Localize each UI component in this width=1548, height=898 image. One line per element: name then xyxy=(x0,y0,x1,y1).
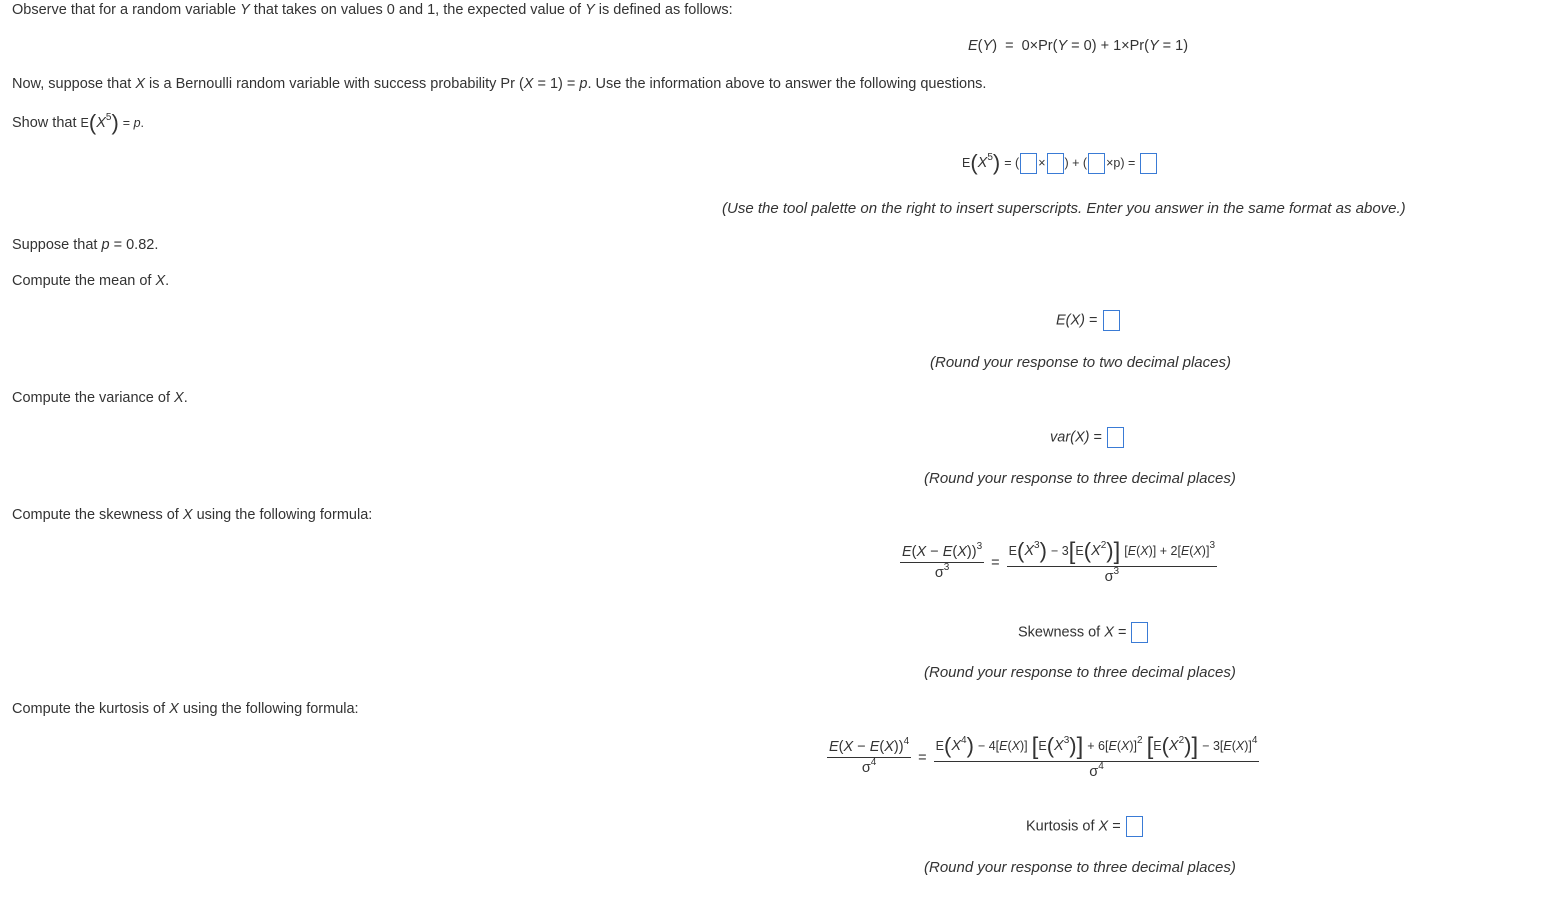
var-input[interactable] xyxy=(1107,427,1124,448)
intro-part-1: Observe that for a random variable xyxy=(12,2,241,18)
show-input-2[interactable] xyxy=(1047,153,1064,174)
skew-input[interactable] xyxy=(1131,622,1148,643)
var-label: var(X) xyxy=(1050,429,1090,446)
bernoulli-text: Now, suppose that X is a Bernoulli random variable with success probability Pr (X = 1) = p. Use the information above to answer the following questions. xyxy=(12,76,987,92)
q-kurt-prompt: Compute the kurtosis of X using the following formula: xyxy=(12,701,359,717)
formula-ey: E(Y) = 0×Pr(Y = 0) + 1×Pr(Y = 1) xyxy=(968,38,1189,54)
intro-part-3: is defined as follows: xyxy=(594,2,733,18)
mean-input[interactable] xyxy=(1103,310,1120,331)
given-p-text: Suppose that p = 0.82. xyxy=(12,237,159,253)
skew-lhs-fraction: $\frac{E(X - E(X))^3}{\sigma^3}$ xyxy=(902,541,983,581)
q-kurt-instruction: (Round your response to three decimal places) xyxy=(924,859,1236,876)
q-mean-prompt: Compute the mean of X. xyxy=(12,273,170,289)
show-input-4[interactable] xyxy=(1140,153,1157,174)
show-input-3[interactable] xyxy=(1088,153,1105,174)
kurt-input[interactable] xyxy=(1126,816,1143,837)
q-mean-answer-row: E(X) = xyxy=(1056,310,1121,331)
q-var-answer-row: var(X) = xyxy=(1050,427,1125,448)
q-skew-prompt: Compute the skewness of X using the following formula: xyxy=(12,507,373,523)
q-mean-instruction: (Round your response to two decimal places) xyxy=(930,354,1231,371)
skew-rhs-fraction: $\frac{E(X^3) - 3[E(X^2)] [E(X)] + 2[E(X)]^3}{\sigma^3}$ xyxy=(1008,538,1215,585)
q-kurt-answer-row: Kurtosis of X = xyxy=(1026,816,1144,837)
kurt-lhs-fraction: $\frac{E(X - E(X))^4}{\sigma^4}$ xyxy=(829,736,910,776)
skew-formula: $\frac{E(X - E(X))^3}{\sigma^3}$ = $\frac{E(X^3) - 3[E(X^2)] [E(X)] + 2[E(X)]^3}{\sigma^3}$ xyxy=(902,538,1215,585)
kurt-formula: $\frac{E(X - E(X))^4}{\sigma^4}$ = $\frac{E(X^4) - 4[E(X)] [E(X^3)] + 6[E(X)]^2 [E(X^2)] - 3[E(X)]^4}{\sigma^4}$ xyxy=(829,733,1258,780)
kurt-rhs-fraction: $\frac{E(X^4) - 4[E(X)] [E(X^3)] + 6[E(X)]^2 [E(X^2)] - 3[E(X)]^4}{\sigma^4}$ xyxy=(935,733,1258,780)
intro-part-2: that takes on values 0 and 1, the expected value of xyxy=(249,2,586,18)
q-var-instruction: (Round your response to three decimal places) xyxy=(924,470,1236,487)
q-show-formula: $E(X^5)$ = ( × ) + ( ×p) = xyxy=(962,152,1158,174)
q-show-instruction: (Use the tool palette on the right to insert superscripts. Enter you answer in the same format as above.) xyxy=(722,200,1406,217)
q-var-prompt: Compute the variance of X. xyxy=(12,390,188,406)
q-skew-instruction: (Round your response to three decimal places) xyxy=(924,664,1236,681)
intro-text: Observe that for a random variable Y that takes on values 0 and 1, the expected value of Y is defined as follows: xyxy=(12,2,733,18)
q-skew-answer-row: Skewness of X = xyxy=(1018,622,1149,643)
show-input-1[interactable] xyxy=(1020,153,1037,174)
q-show-prompt: Show that $E(X^5) = p$. xyxy=(12,110,145,135)
mean-label: E(X) xyxy=(1056,312,1085,329)
